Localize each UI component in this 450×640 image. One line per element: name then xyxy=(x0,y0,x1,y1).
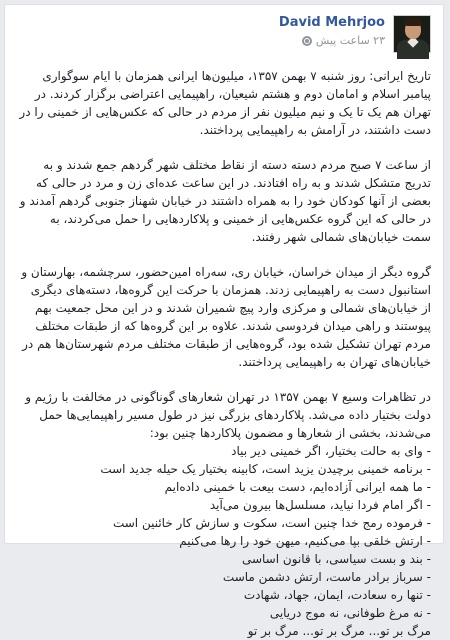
avatar[interactable] xyxy=(393,15,431,53)
slogan-line: - اگر امام فردا نیاید، مسلسل‌ها بیرون می‌آید xyxy=(209,498,431,512)
post-header xyxy=(5,5,443,67)
paragraph: تاریخ ایرانی: روز شنبه ۷ بهمن ۱۳۵۷، میلیون‌ها ایرانی همزمان با ایام سوگواری پیامبر اسلام و امامان دوم و هشتم شیعیان، راهپیمایی اعتراضی برگزار کردند. در تهران هم یک تا یک و نیم میلیون نفر از مردم در حالی که عکس‌هایی از خمینی را در دست داشتند، در آرامش به راهپیمایی پرداختند. xyxy=(19,69,431,137)
slogan-line: - ارتش خلقی بپا می‌کنیم، میهن خود را رها می‌کنیم xyxy=(179,534,431,548)
author-name[interactable]: David Mehrjoo xyxy=(278,15,385,30)
slogan-line: - وای به حالت بختیار، اگر خمینی دیر بیاد xyxy=(231,444,431,458)
avatar-hair xyxy=(404,18,422,26)
slogan-line: - نه مرغ طوفانی، نه موج دریایی xyxy=(269,606,431,620)
slogan-line: - برنامه خمینی برچیدن یزید است، کابینه بختیار یک حیله جدید است xyxy=(100,462,431,476)
post-body xyxy=(19,67,431,640)
globe-icon[interactable] xyxy=(302,36,312,46)
slogan-line: - تنها ره سعادت، ایمان، جهاد، شهادت xyxy=(243,588,431,602)
slogans-intro: در تظاهرات وسیع ۷ بهمن ۱۳۵۷ در تهران شعارهای گوناگونی در مخالفت با رژیم و دولت بختیار داده می‌شد. پلاکاردهای بزرگی نیز در طول مسیر راهپیمایی‌ها حمل می‌شدند، بخشی از شعارها و مضمون پلاکاردها چنین بود: xyxy=(25,390,431,440)
slogan-line: - سرباز برادر ماست، ارتش دشمن ماست xyxy=(222,570,431,584)
slogan-line: - ما همه ایرانی آزاده‌ایم، دست بیعت با خمینی داده‌ایم xyxy=(164,480,431,494)
slogan-line: مرگ بر تو... مرگ بر تو... مرگ بر تو xyxy=(247,624,431,638)
paragraph: از ساعت ۷ صبح مردم دسته دسته از نقاط مختلف شهر گردهم جمع شدند و به تدریج متشکل شدند و به راه افتادند. در این ساعت عده‌ای زن و مرد در حالی که بعضی از آنها کودکان خود را به همراه داشتند در خیابان شهناز جنوبی گردهم آمدند و در حالی که این گروه عکس‌هایی از خمینی و پلاکاردهایی را حمل می‌کردند، به سمت خیابان‌های شمالی شهر رفتند. xyxy=(19,158,431,244)
slogan-line: - فرموده رمج خدا چنین است، سکوت و سازش کار خائنین است xyxy=(112,516,431,530)
slogan-line: - بند و بست سیاسی، با قانون اساسی xyxy=(241,552,431,566)
facebook-post-card xyxy=(4,4,444,638)
post-meta xyxy=(302,34,385,47)
paragraph: گروه دیگر از میدان خراسان، خیابان ری، سه‌راه امین‌حضور، سرچشمه، بهارستان و استانبول دست به راهپیمایی زدند. همزمان با حرکت این گروه‌ها، دسته‌های دیگری از خیابان‌های شمالی و مرکزی وارد پیچ شمیران شدند و در این محل جمعیت بهم پیوستند و راهی میدان فردوسی شدند. علاوه بر این گروه‌ها که از طبقات مختلف مردم تهران تشکیل شده بود، گروه‌هایی از طبقات مختلف مردم شهرستان‌ها هم در خیابان‌های تهران به راهپیمایی پرداختند. xyxy=(21,265,431,369)
post-time[interactable]: ۲۳ ساعت پیش xyxy=(315,34,385,47)
